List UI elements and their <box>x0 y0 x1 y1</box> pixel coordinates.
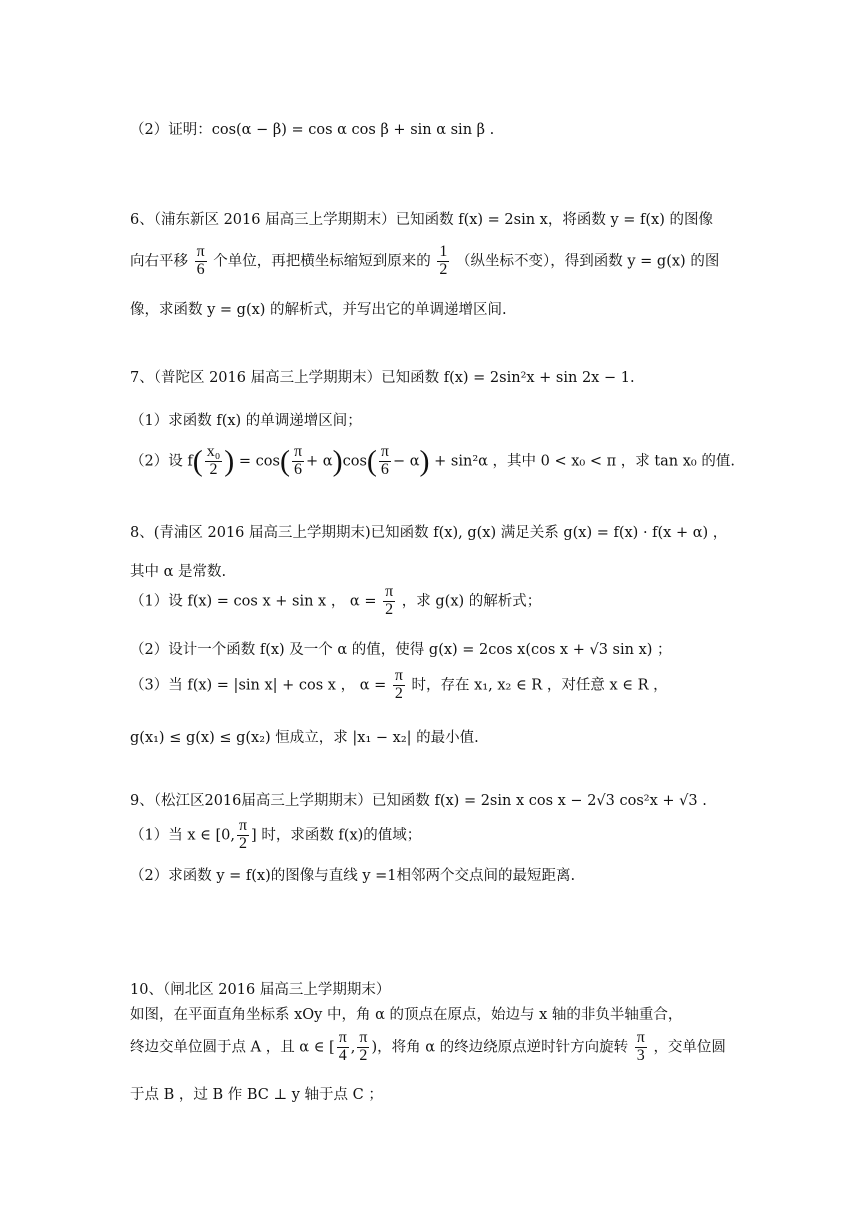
text: = cos <box>238 453 280 470</box>
fraction-x0-over-2 <box>205 444 223 479</box>
fraction-pi-over-3 <box>635 1030 647 1065</box>
paren-close: ) <box>419 444 430 478</box>
problem-6-line-3: 像，求函数 y = g(x) 的解析式，并写出它的单调递增区间. <box>130 302 507 318</box>
numerator: π <box>238 817 248 834</box>
problem-8-part-1 <box>130 584 541 619</box>
denominator: 2 <box>239 834 247 852</box>
problem-6-line-1: 6、（浦东新区 2016 届高三上学期期末）已知函数 f(x) = 2sin x，将函数 y = f(x) 的图像 <box>130 212 713 228</box>
problem-10-line-2: 如图，在平面直角坐标系 xOy 中，角 α 的顶点在原点，始边与 x 轴的非负半轴重合， <box>130 1007 683 1023</box>
fraction-pi-over-2 <box>393 668 405 703</box>
fraction-pi-over-2 <box>237 818 249 853</box>
denominator: 2 <box>209 460 218 478</box>
numerator: π <box>196 243 205 260</box>
text: + sin²α ，其中 0 < x₀ < π ，求 tan x₀ 的值. <box>434 453 735 470</box>
paren-close: ) <box>332 444 343 478</box>
denominator: 2 <box>359 1046 368 1064</box>
problem-7-part-1: （1）求函数 f(x) 的单调递增区间； <box>130 413 362 429</box>
fraction-pi-over-6 <box>379 444 391 479</box>
problem-7-part-2 <box>130 444 735 479</box>
problem-8-part-3 <box>130 668 668 703</box>
fraction-pi-over-6 <box>195 244 207 279</box>
text: ] 时，求函数 f(x)的值域； <box>251 827 422 844</box>
problem-5-part-2: （2）证明：cos(α − β) = cos α cos β + sin α sin β . <box>130 122 495 138</box>
problem-10-line-3: 终边交单位圆于点 A ，且 α ∈ [ $\frac{\pi}{4}$ , $\frac{\pi}{2}$ )，将角 α 的终边绕原点逆时针方向旋转 $\frac{\pi}{3}$ ，交单位圆 <box>130 1029 726 1064</box>
problem-8-part-2: （2）设计一个函数 f(x) 及一个 α 的值，使得 g(x) = 2cos x(cos x + √3 sin x) ； <box>130 642 672 658</box>
denominator: 2 <box>385 600 394 618</box>
text: 终边交单位圆于点 A ，且 α ∈ [ <box>130 1039 335 1056</box>
problem-9-part-2: （2）求函数 y = f(x)的图像与直线 y =1相邻两个交点间的最短距离. <box>130 868 576 884</box>
problem-6-line-2 <box>130 244 719 279</box>
paren-close: ) <box>224 444 235 478</box>
problem-10-line-1: 10、（闸北区 2016 届高三上学期期末） <box>130 982 391 998</box>
text: （1）设 f(x) = cos x + sin x ， α = <box>130 593 377 610</box>
numerator: π <box>338 1029 347 1046</box>
denominator: 2 <box>394 684 403 702</box>
text: （1）当 x ∈ [0, <box>130 827 235 844</box>
problem-7-line-1: 7、（普陀区 2016 届高三上学期期末）已知函数 f(x) = 2sin²x + sin 2x − 1. <box>130 370 635 386</box>
text: （3）当 f(x) = |sin x| + cos x ， α = <box>130 677 387 694</box>
denominator: 4 <box>338 1046 347 1064</box>
problem-8-line-1: 8、(青浦区 2016 届高三上学期期末)已知函数 f(x), g(x) 满足关系 g(x) = f(x) · f(x + α) ， <box>130 525 728 541</box>
numerator: π <box>385 583 394 600</box>
text: （纵坐标不变），得到函数 y = g(x) 的图 <box>456 253 720 270</box>
numerator: 1 <box>439 243 448 260</box>
text: 时，存在 x₁, x₂ ∈ R ，对任意 x ∈ R ， <box>411 677 668 694</box>
numerator: π <box>293 443 303 460</box>
text: 向右平移 <box>130 253 188 270</box>
problem-10-line-4: 于点 B ，过 B 作 BC ⊥ y 轴于点 C ； <box>130 1087 383 1103</box>
text: （2）设 f <box>130 453 193 470</box>
fraction-pi-over-2 <box>383 584 395 619</box>
text: )，将角 α 的终边绕原点逆时针方向旋转 <box>371 1039 629 1056</box>
denominator: 6 <box>293 460 302 478</box>
denominator: 6 <box>196 260 205 278</box>
paren-open: ( <box>279 444 290 478</box>
numerator: π <box>380 443 389 460</box>
numerator: π <box>359 1029 368 1046</box>
problem-9-part-1 <box>130 818 421 853</box>
fraction-pi-over-2 <box>357 1030 369 1065</box>
denominator: 2 <box>439 260 448 278</box>
numerator: π <box>636 1029 645 1046</box>
text: cos <box>342 453 367 470</box>
denominator: 6 <box>380 460 389 478</box>
denominator: 3 <box>636 1046 645 1064</box>
text: 个单位，再把横坐标缩短到原来的 <box>213 253 431 270</box>
numerator: π <box>394 667 403 684</box>
paren-open: ( <box>366 444 377 478</box>
numerator: x₀ <box>206 443 221 460</box>
text: + α <box>306 453 333 470</box>
fraction-pi-over-6 <box>292 444 304 479</box>
problem-9-line-1: 9、（松江区2016届高三上学期期末）已知函数 f(x) = 2sin x cos x − 2√3 cos²x + √3 . <box>130 793 707 809</box>
fraction-pi-over-4 <box>337 1030 349 1065</box>
problem-8-part-3-cont: g(x₁) ≤ g(x) ≤ g(x₂) 恒成立，求 |x₁ − x₂| 的最小值. <box>130 730 479 746</box>
text: − α <box>392 453 420 470</box>
text: ，求 g(x) 的解析式； <box>401 593 542 610</box>
fraction-one-half <box>437 244 449 279</box>
problem-8-line-2: 其中 α 是常数. <box>130 564 227 580</box>
text: ，交单位圆 <box>653 1039 726 1056</box>
paren-open: ( <box>192 444 203 478</box>
